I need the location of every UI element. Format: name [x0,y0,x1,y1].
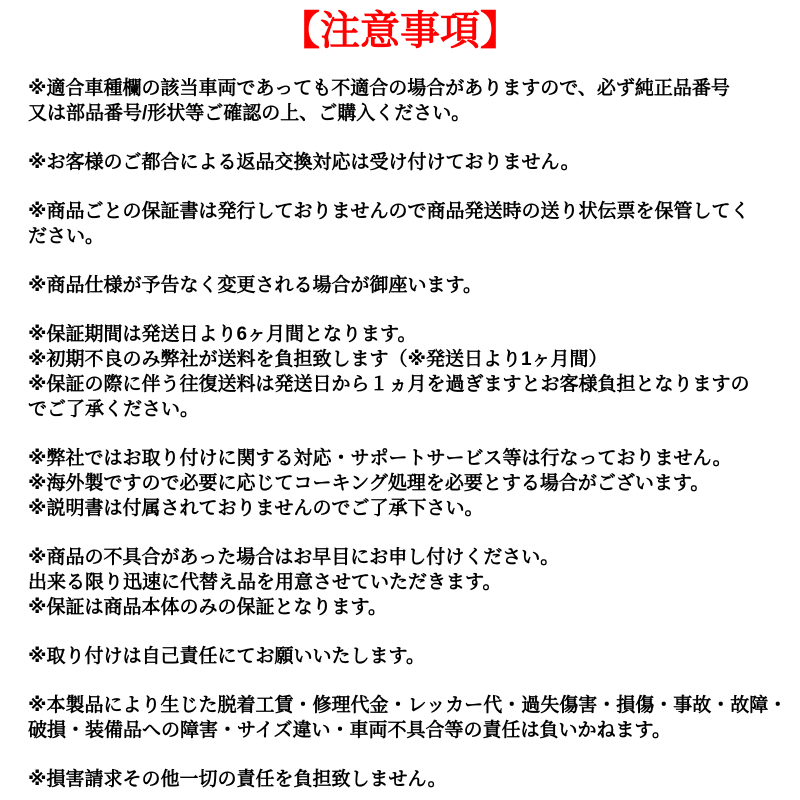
notice-line: ※初期不良のみ弊社が送料を負担致します（※発送日より1ヶ月間） [28,349,608,370]
notice-paragraph [28,273,790,298]
notice-line: ※説明書は付属されておりませんのでご了承下さい。 [28,498,484,519]
notice-line: ※商品の不具合があった場合はお早目にお申し付けください。 [28,547,560,568]
notice-line: ださい。 [28,226,105,247]
notice-line: 出来る限り迅速に代替え品を用意させていただきます。 [28,572,502,593]
notice-line: ※適合車種欄の該当車両であっても不適合の場合がありますので、必ず純正品番号 [28,78,730,99]
notice-paragraph [28,446,790,521]
notice-line: ※お客様のご都合による返品交換対応は受け付けておりません。 [28,152,580,173]
page-title: 【注意事項】 [280,9,520,53]
notice-line: ※保証は商品本体のみの保証となります。 [28,597,387,618]
notice-line: でご了承ください。 [28,399,200,420]
notice-line: ※弊社ではお取り付けに関する対応・サポートサービス等は行なっておりません。 [28,448,732,469]
notice-paragraph [28,322,790,422]
notice-line: ※本製品により生じた脱着工賃・修理代金・レッカー代・過失傷害・損傷・事故・故障・ [28,695,788,716]
notice-line: 破損・装備品への障害・サイズ違い・車両不具合等の責任は負いかねます。 [28,720,671,741]
notice-line: ※保証期間は発送日より6ヶ月間となります。 [28,324,417,345]
notice-line: ※取り付けは自己責任にてお願いいたします。 [28,646,425,667]
notice-paragraph [28,545,790,620]
notice-paragraph [28,76,790,126]
notice-line: ※保証の際に伴う往復送料は発送日から１ヵ月を過ぎますとお客様負担となりますの [28,374,750,395]
notice-line: ※海外製ですので必要に応じてコーキング処理を必要とする場合がございます。 [28,473,710,494]
notice-paragraph [28,199,790,249]
notice-paragraph [28,693,790,743]
notice-line: ※損害請求その他一切の責任を負担致しません。 [28,769,447,790]
notice-body [0,76,800,792]
notice-paragraph [28,767,790,792]
notice-line: ※商品仕様が予告なく変更される場合が御座います。 [28,275,482,296]
notice-line: ※商品ごとの保証書は発行しておりませんので商品発送時の送り状伝票を保管してく [28,201,750,222]
notice-line: 又は部品番号/形状等ご確認の上、ご購入ください。 [28,103,471,124]
notice-paragraph [28,150,790,175]
notice-paragraph [28,644,790,669]
